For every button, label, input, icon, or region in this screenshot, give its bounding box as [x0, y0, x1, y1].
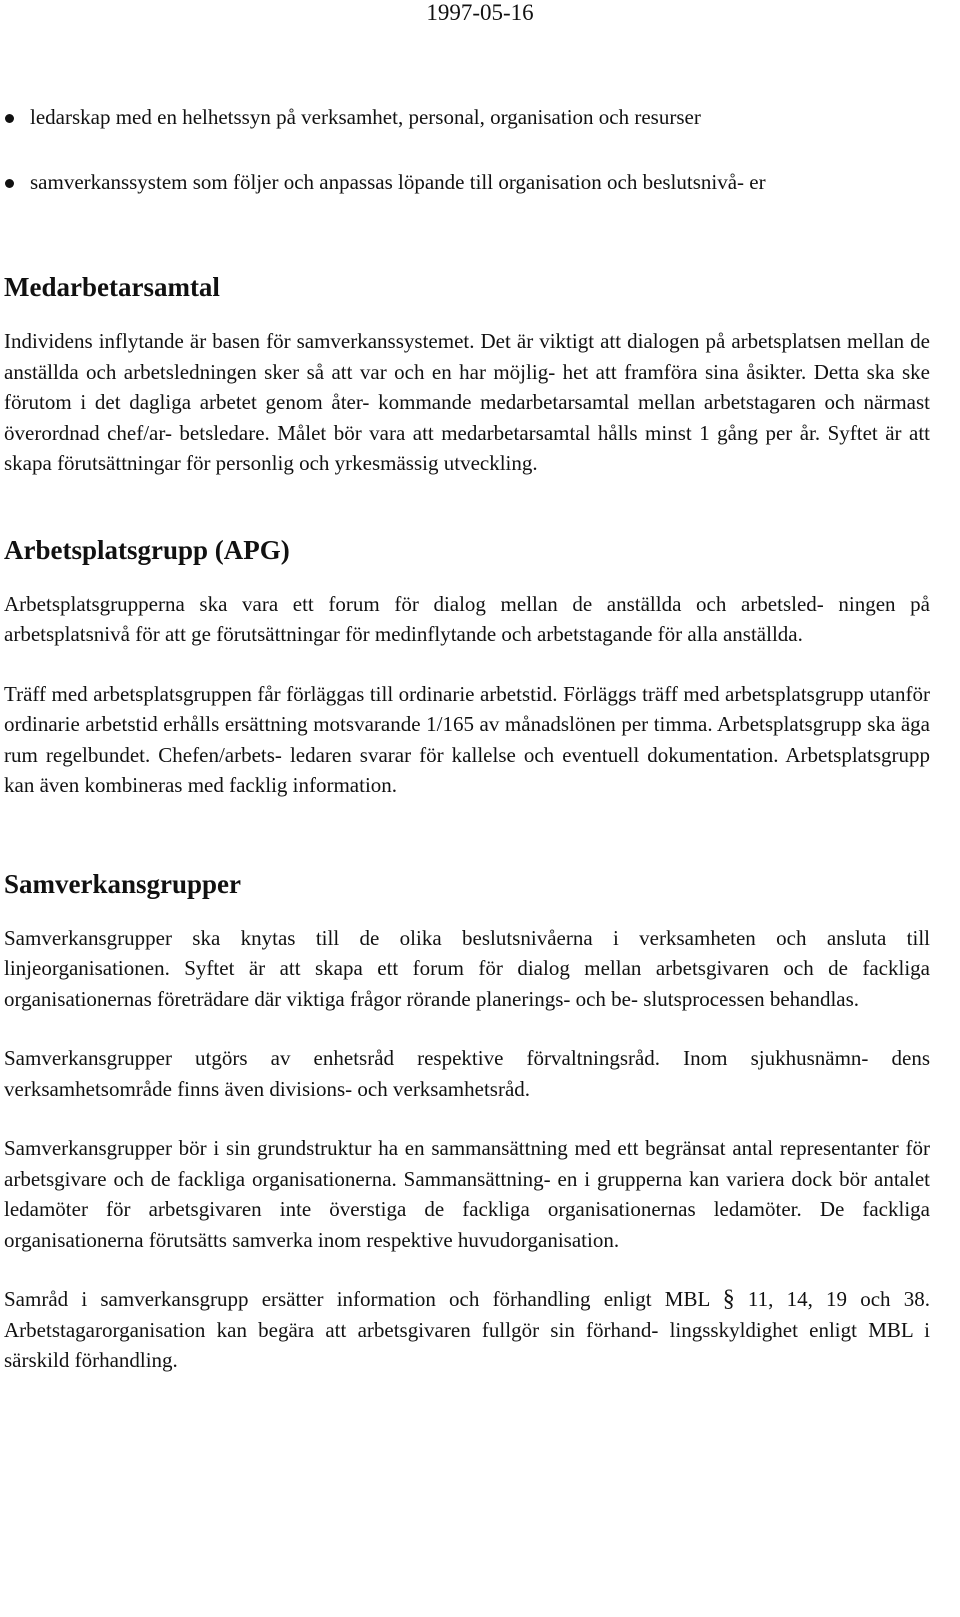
bullet-icon: [4, 102, 30, 133]
bullet-icon: [4, 167, 30, 198]
section-heading-samverkansgrupper: Samverkansgrupper: [4, 868, 242, 899]
paragraph: Samverkansgrupper ska knytas till de olika beslutsnivåerna i verksamheten och ansluta till linjeorganisationen. Syftet är att skapa ett forum för dialog mellan arbetsgivaren och de fackliga organisationernas företrädare där viktiga frågor rörande planerings- och be- slutsprocessen behandlas.: [4, 925, 930, 1011]
paragraph: Arbetsplatsgrupperna ska vara ett forum för dialog mellan de anställda och arbetsled- ningen på arbetsplatsnivå för att ge förutsättningar för medinflytande och arbetstagande för alla anställda.: [4, 591, 930, 646]
bullet-item: [4, 167, 930, 198]
paragraph: Samverkansgrupper bör i sin grundstruktur ha en sammansättning med ett begränsat antal representanter för arbetsgivare och de fackliga organisationerna. Sammansättning- en i grupperna kan variera dock bör antalet ledamöter för arbetsgivaren inte överstiga de fackliga organisationernas ledamöter. De fackliga organisationerna förutsätts samverka inom respektive huvudorganisation.: [4, 1136, 930, 1252]
paragraph-text-start: Samråd i samverkansgrupp ersätter information och förhandling enligt MBL: [4, 1287, 710, 1311]
page-date: 1997-05-16: [426, 0, 534, 25]
section-heading-medarbetarsamtal: Medarbetarsamtal: [4, 272, 220, 302]
paragraph: Träff med arbetsplatsgruppen får förläggas till ordinarie arbetstid. Förläggs träff med arbetsplatsgrupp utanför ordinarie arbetstid erhålls ersättning motsvarande 1/165 av månadslönen per timma. Arbetsplatsgrupp ska äga rum regelbundet. Chefen/arbets- ledaren svarar för kallelse och eventuell dokumentation. Arbetsplatsgrupp kan även kombineras med facklig information.: [4, 681, 930, 797]
paragraph: Samverkansgrupper utgörs av enhetsråd respektive förvaltningsråd. Inom sjukhusnämn- dens verksamhetsområde finns även divisions- och verksamhetsråd.: [4, 1046, 930, 1101]
document-body: [4, 102, 930, 1376]
bullet-text: ledarskap med en helhetssyn på verksamhet, personal, organisation och resurser: [30, 105, 701, 129]
paragraph: Individens inflytande är basen för samverkanssystemet. Det är viktigt att dialogen på arbetsplatsen mellan de anställda och arbetsledningen sker så att var och en har möjlig- het att framföra sina åsikter. Detta ska ske förutom i det dagliga arbetet genom åter- kommande medarbetarsamtal mellan arbetstagaren och närmast överordnad chef/ar- betsledare. Målet bör vara att medarbetarsamtal hålls minst 1 gång per år. Syftet är att skapa förutsättningar för personlig och yrkesmässig utveckling.: [4, 329, 930, 475]
paragraph-text-end: 11, 14, 19 och 38. Arbetstagarorganisation kan begära att arbetsgivaren fullgör sin förhand- lingsskyldighet enligt MBL i särskild förhandling.: [4, 1287, 930, 1372]
section-heading-apg: Arbetsplatsgrupp (APG): [4, 534, 290, 565]
bullet-item: [4, 102, 930, 133]
paragraph: [4, 1284, 930, 1376]
section-sign: §: [722, 1286, 735, 1312]
bullet-text: samverkanssystem som följer och anpassas löpande till organisation och beslutsnivå- er: [30, 170, 766, 194]
